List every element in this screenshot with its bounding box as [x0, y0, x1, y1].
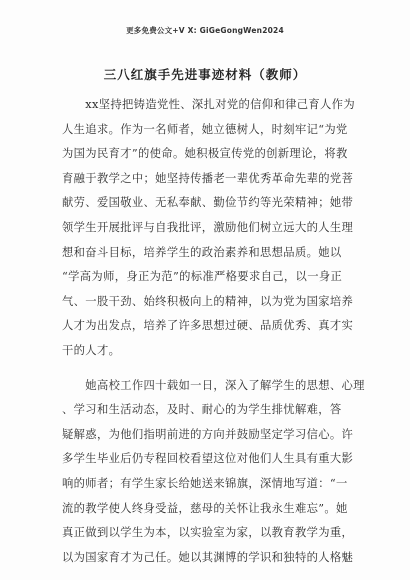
document-title: 三八红旗手先进事迹材料（教师） — [103, 67, 307, 82]
text-line: 、学习和生活动态，及时、耐心的为学生排忧解难，答 — [62, 403, 342, 417]
text-line: 多学生毕业后仍专程回校看望这位对他们人生具有重大影 — [62, 452, 354, 466]
text-line: 育融于教学之中；她坚持传播老一辈优秀革命先辈的党菩 — [62, 171, 354, 185]
paragraph — [62, 374, 365, 571]
text-line: 气、一股干劲、始终积极向上的精神，以为党为国家培养 — [62, 294, 354, 308]
paragraph — [62, 93, 355, 364]
text-line: 流的教学使人终身受益，慈母的关怀让我永生难忘”。她 — [62, 501, 348, 515]
text-line: 她高校工作四十载如一日，深入了解学生的思想、心理 — [62, 378, 365, 392]
text-line: 疑解惑，为他们指明前进的方向并鼓励坚定学习信心。许 — [62, 427, 354, 441]
text-line: 领学生开展批评与自我批评，激励他们树立远大的人生理 — [62, 220, 354, 234]
text-line: 为国为民育才”的使命。她积极宣传党的创新理论，将教 — [62, 147, 348, 161]
text-line: 人生追求。作为一名师者，她立德树人，时刻牢记“为党 — [62, 122, 348, 136]
paragraph-spacer — [62, 364, 352, 374]
text-line: “学高为师，身正为范”的标准严格要求自己，以一身正 — [62, 270, 343, 284]
header-note: 更多免费公文+V X: GiGeGongWen2024 — [126, 26, 284, 35]
text-line: xx坚持把铸造党性、深扎对党的信仰和律己育人作为 — [62, 98, 355, 111]
text-line: 响的师者；有学生家长给她送来锦旗，深情地写道：“一 — [62, 476, 348, 490]
text-line: 以为国家育才为己任。她以其渊博的学识和独特的人格魅 — [62, 550, 354, 564]
text-line: 想和奋斗目标，培养学生的政治素养和思想品质。她以 — [62, 245, 342, 259]
text-line: 真正做到以学生为本，以实验室为家，以教育教学为重， — [62, 526, 354, 540]
text-line: 干的人才。 — [62, 343, 121, 357]
text-line: 人才为出发点，培养了许多思想过硬、品质优秀、真才实 — [62, 319, 354, 333]
text-line: 献劳、爱国敬业、无私奉献、勤俭节约等光荣精神；她带 — [62, 196, 354, 210]
document-body — [62, 93, 365, 570]
